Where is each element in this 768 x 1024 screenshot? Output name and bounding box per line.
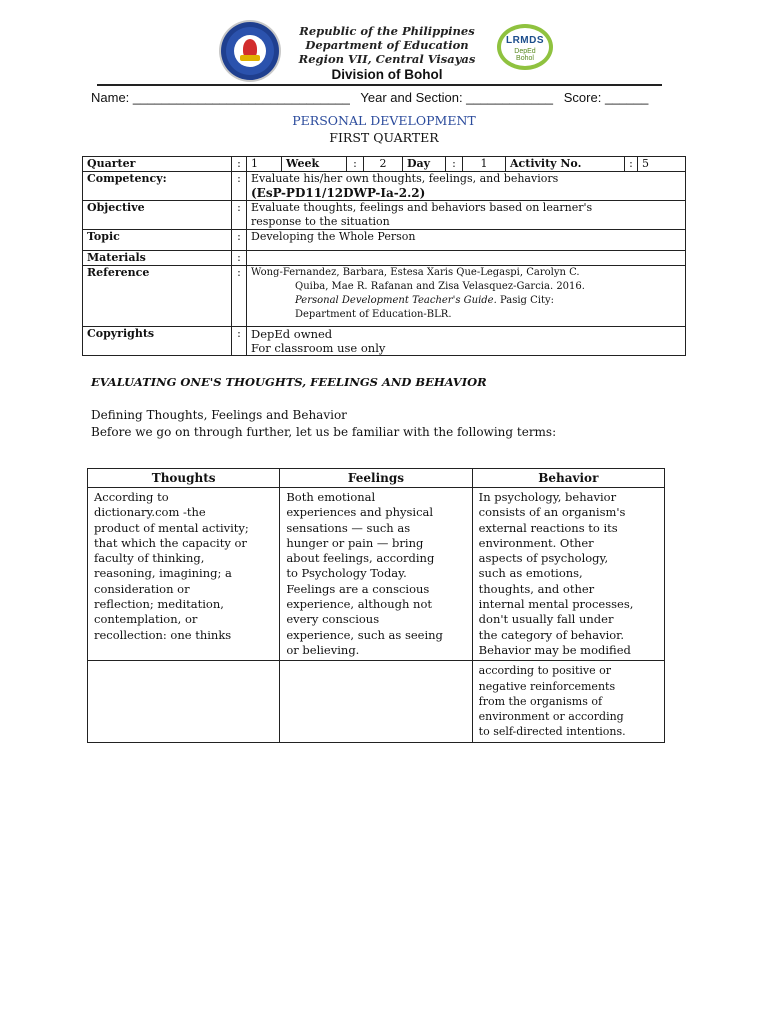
feelings-line: experience, such as seeing — [286, 627, 443, 642]
behavior-line: such as emotions, — [478, 566, 583, 581]
behavior-line: environment. Other — [478, 535, 594, 550]
colon: : — [347, 157, 364, 171]
copyrights-row — [83, 327, 686, 356]
behavior-line: internal mental processes, — [478, 597, 634, 612]
behavior-cont-line: from the organisms of — [478, 694, 603, 708]
activity-value: 5 — [642, 157, 649, 170]
behavior-cont-line: negative reinforcements — [478, 679, 616, 693]
reference-line4: Department of Education-BLR. — [295, 309, 452, 320]
thoughts-line: recollection: one thinks — [94, 627, 232, 642]
section-title: EVALUATING ONE'S THOUGHTS, FEELINGS AND BEHAVIOR — [91, 375, 487, 389]
thoughts-line: that which the capacity or — [94, 535, 247, 550]
behavior-line: In psychology, behavior — [478, 490, 617, 504]
behavior-line: don't usually fall under — [478, 612, 614, 627]
header-region: Region VII, Central Visayas — [298, 52, 476, 66]
feelings-line: experiences and physical — [286, 505, 434, 520]
week-label: Week — [282, 157, 347, 171]
thoughts-continuation — [88, 661, 280, 742]
colon: : — [232, 201, 247, 230]
behavior-line: thoughts, and other — [478, 581, 595, 596]
objective-text-line2: response to the situation — [251, 215, 390, 228]
feelings-line: hunger or pain — bring — [286, 535, 424, 550]
activity-info-table — [82, 156, 686, 356]
copyrights-label: Copyrights — [83, 327, 232, 356]
behavior-line: consists of an organism's — [478, 505, 626, 520]
reference-line3 — [251, 294, 681, 308]
terms-table — [87, 468, 665, 743]
copyrights-line1: DepEd owned — [251, 327, 333, 341]
colon: : — [446, 157, 463, 171]
quarter-title: FIRST QUARTER — [329, 130, 439, 145]
behavior-line: external reactions to its — [478, 520, 618, 535]
behavior-cont-line: to self-directed intentions. — [478, 725, 626, 739]
feelings-continuation — [280, 661, 472, 742]
header-divider — [97, 84, 662, 86]
topic-value: Developing the Whole Person — [247, 230, 686, 251]
objective-label: Objective — [83, 201, 232, 230]
definitions-intro: Before we go on through further, let us be familiar with the following terms: — [91, 425, 557, 439]
header-republic: Republic of the Philippines — [299, 24, 475, 38]
reference-label: Reference — [83, 266, 232, 327]
lrmds-logo-text: LRMDS — [505, 35, 545, 46]
thoughts-line: dictionary.com -the — [94, 505, 206, 520]
thoughts-line: According to — [94, 490, 169, 504]
feelings-definition — [280, 488, 472, 661]
reference-place: Pasig City: — [496, 295, 554, 306]
deped-seal-logo — [221, 22, 279, 80]
behavior-definition — [472, 488, 664, 661]
topic-row — [83, 230, 686, 251]
definitions-heading: Defining Thoughts, Feelings and Behavior — [91, 408, 347, 422]
feelings-line: sensations — such as — [286, 520, 411, 535]
colon: : — [625, 157, 638, 171]
behavior-line: the category of behavior. — [478, 627, 625, 642]
thoughts-line: faculty of thinking, — [94, 551, 205, 566]
colon: : — [232, 327, 247, 356]
thoughts-line: reasoning, imagining; a — [94, 566, 232, 581]
behavior-line: aspects of psychology, — [478, 551, 609, 566]
subject-title: PERSONAL DEVELOPMENT — [292, 113, 476, 128]
competency-text: Evaluate his/her own thoughts, feelings, and behaviors — [251, 172, 559, 185]
competency-label: Competency: — [83, 172, 232, 201]
feelings-line: every conscious — [286, 612, 380, 627]
week-value: 2 — [364, 157, 403, 171]
feelings-line: about feelings, according — [286, 551, 435, 566]
competency-row — [83, 172, 686, 201]
materials-row — [83, 251, 686, 266]
colon: : — [232, 251, 247, 266]
thoughts-header: Thoughts — [88, 469, 280, 488]
behavior-header: Behavior — [472, 469, 664, 488]
colon: : — [232, 157, 247, 172]
lrmds-logo-subtext: DepEd Bohol — [514, 48, 536, 62]
quarter-label: Quarter — [83, 157, 232, 172]
reference-title: Personal Development Teacher's Guide. — [295, 295, 497, 306]
day-value: 1 — [463, 157, 506, 171]
topic-label: Topic — [83, 230, 232, 251]
reference-row — [83, 266, 686, 327]
reference-line1: Wong-Fernandez, Barbara, Estesa Xaris Que-Legaspi, Carolyn C. — [251, 267, 580, 278]
objective-row — [83, 201, 686, 230]
colon: : — [232, 266, 247, 327]
feelings-line: experience, although not — [286, 597, 432, 612]
materials-label: Materials — [83, 251, 232, 266]
feelings-line: to Psychology Today. — [286, 566, 407, 581]
materials-value — [247, 251, 686, 266]
day-label: Day — [403, 157, 446, 171]
quarter-row — [83, 157, 686, 172]
behavior-continuation — [472, 661, 664, 742]
lrmds-logo — [497, 24, 555, 72]
competency-code: (EsP-PD11/12DWP-Ia-2.2) — [251, 186, 426, 200]
objective-text-line1: Evaluate thoughts, feelings and behaviors based on learner's — [251, 201, 593, 214]
quarter-value: 1 — [247, 157, 282, 171]
behavior-cont-line: according to positive or — [478, 664, 612, 678]
behavior-cont-line: environment or according — [478, 710, 624, 724]
colon: : — [232, 230, 247, 251]
thoughts-definition — [88, 488, 280, 661]
thoughts-line: reflection; meditation, — [94, 597, 224, 612]
name-section-score-line: Name: ______________________________ Year and Section: ____________ Score: ______ — [91, 90, 649, 105]
thoughts-line: product of mental activity; — [94, 520, 249, 535]
copyrights-line2: For classroom use only — [251, 341, 386, 355]
thoughts-line: contemplation, or — [94, 612, 198, 627]
activity-label: Activity No. — [506, 157, 625, 171]
colon: : — [232, 172, 247, 201]
feelings-line: Feelings are a conscious — [286, 581, 430, 596]
behavior-line: Behavior may be modified — [478, 642, 631, 657]
reference-line2: Quiba, Mae R. Rafanan and Zisa Velasquez-Garcia. 2016. — [295, 281, 585, 292]
feelings-line: Both emotional — [286, 490, 376, 504]
header-department: Department of Education — [305, 38, 469, 52]
header-division: Division of Bohol — [331, 67, 443, 82]
feelings-line: or believing. — [286, 642, 360, 657]
thoughts-line: consideration or — [94, 581, 190, 596]
feelings-header: Feelings — [280, 469, 472, 488]
